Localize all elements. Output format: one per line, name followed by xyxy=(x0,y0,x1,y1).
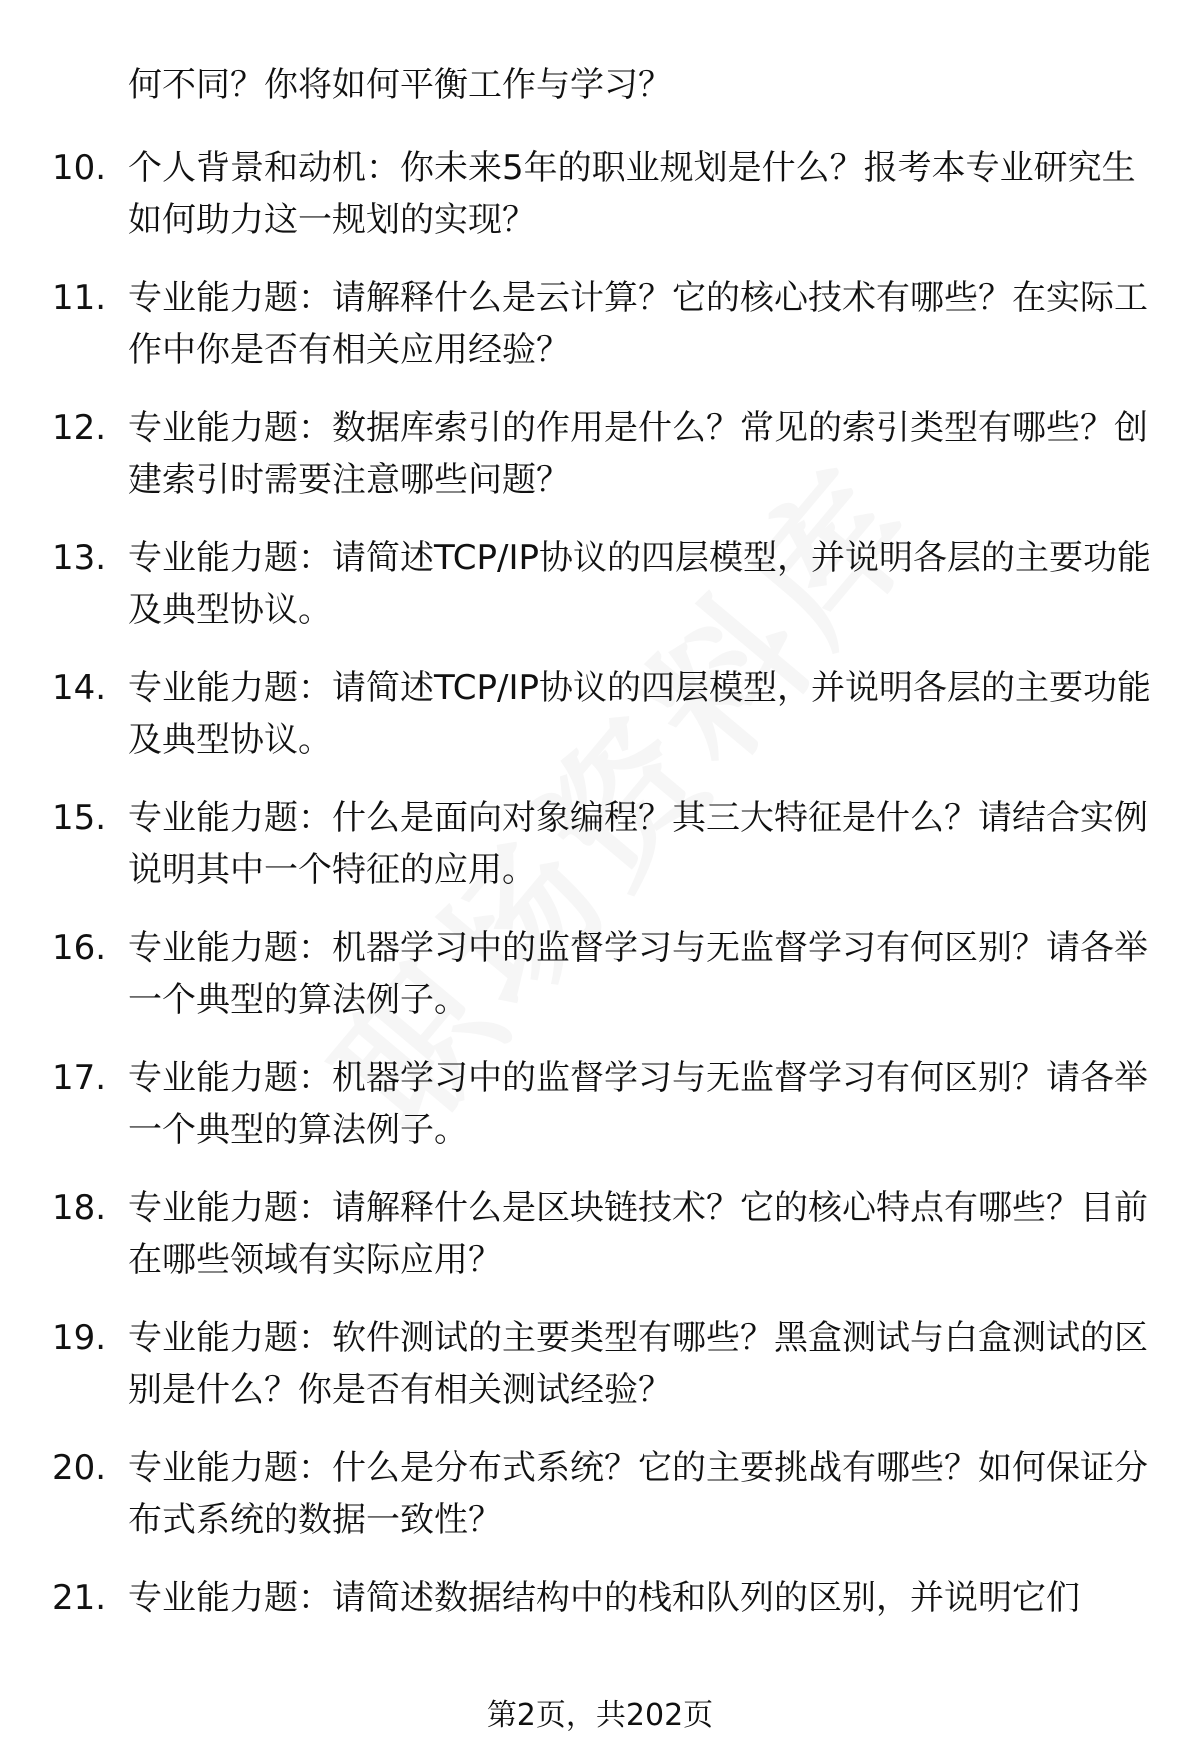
question-number: 19. xyxy=(52,1318,107,1358)
question-number: 10. xyxy=(52,148,107,188)
list-item xyxy=(0,662,1200,792)
list-item xyxy=(0,1052,1200,1182)
question-text: 专业能力题：机器学习中的监督学习与无监督学习有何区别？请各举一个典型的算法例子。 xyxy=(128,1058,1148,1150)
question-text: 专业能力题：机器学习中的监督学习与无监督学习有何区别？请各举一个典型的算法例子。 xyxy=(128,928,1148,1020)
question-number: 20. xyxy=(52,1448,107,1488)
list-item xyxy=(0,142,1200,272)
list-item xyxy=(0,1442,1200,1572)
list-item xyxy=(0,1572,1200,1702)
question-number: 16. xyxy=(52,928,107,968)
question-number: 11. xyxy=(52,278,107,318)
question-number: 14. xyxy=(52,668,107,708)
continued-question-text: 何不同？你将如何平衡工作与学习？ xyxy=(128,65,672,105)
question-text: 专业能力题：请简述TCP/IP协议的四层模型，并说明各层的主要功能及典型协议。 xyxy=(128,538,1152,630)
question-text: 个人背景和动机：你未来5年的职业规划是什么？报考本专业研究生如何助力这一规划的实现？ xyxy=(128,148,1136,240)
list-item xyxy=(0,1312,1200,1442)
question-text: 专业能力题：软件测试的主要类型有哪些？黑盒测试与白盒测试的区别是什么？你是否有相关测试经验？ xyxy=(128,1318,1148,1410)
question-list xyxy=(0,142,1200,1702)
list-item xyxy=(0,792,1200,922)
question-number: 17. xyxy=(52,1058,107,1098)
question-text: 专业能力题：请解释什么是云计算？它的核心技术有哪些？在实际工作中你是否有相关应用经验？ xyxy=(128,278,1148,370)
question-number: 12. xyxy=(52,408,107,448)
question-text: 专业能力题：请简述TCP/IP协议的四层模型，并说明各层的主要功能及典型协议。 xyxy=(128,668,1152,760)
list-item xyxy=(0,1182,1200,1312)
question-text: 专业能力题：请解释什么是区块链技术？它的核心特点有哪些？目前在哪些领域有实际应用？ xyxy=(128,1188,1148,1280)
question-number: 21. xyxy=(52,1578,107,1618)
list-item xyxy=(0,402,1200,532)
question-number: 18. xyxy=(52,1188,107,1228)
page-footer: 第2页，共202页 xyxy=(486,1698,714,1733)
question-text: 专业能力题：数据库索引的作用是什么？常见的索引类型有哪些？创建索引时需要注意哪些问题？ xyxy=(128,408,1148,500)
question-text: 专业能力题：请简述数据结构中的栈和队列的区别，并说明它们 xyxy=(128,1578,1080,1618)
question-text: 专业能力题：什么是面向对象编程？其三大特征是什么？请结合实例说明其中一个特征的应用。 xyxy=(128,798,1148,890)
question-number: 15. xyxy=(52,798,107,838)
list-item xyxy=(0,532,1200,662)
list-item xyxy=(0,272,1200,402)
list-item xyxy=(0,922,1200,1052)
question-number: 13. xyxy=(52,538,107,578)
question-text: 专业能力题：什么是分布式系统？它的主要挑战有哪些？如何保证分布式系统的数据一致性？ xyxy=(128,1448,1148,1540)
